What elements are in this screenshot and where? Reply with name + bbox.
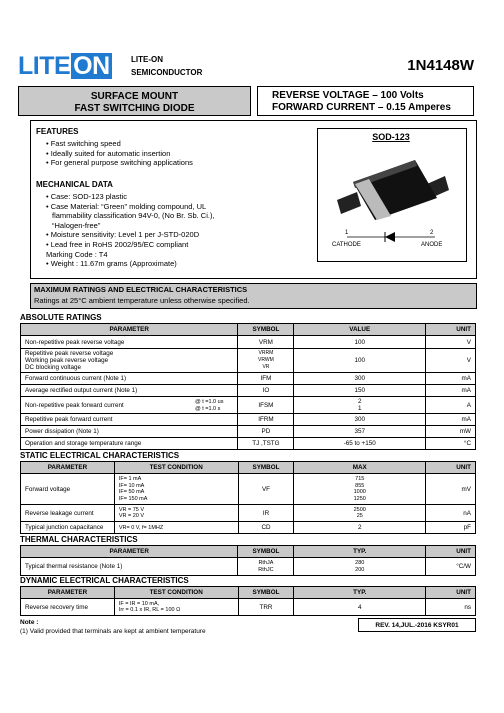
table-row bbox=[21, 599, 476, 616]
table-cell: mW bbox=[426, 426, 476, 438]
table-cell: RthJA RthJC bbox=[238, 558, 294, 576]
table-cell: TRR bbox=[238, 599, 294, 616]
mechanical-heading: MECHANICAL DATA bbox=[36, 180, 113, 189]
table-cell: mA bbox=[426, 385, 476, 397]
company-line2: SEMICONDUCTOR bbox=[131, 68, 203, 77]
title-left-box bbox=[18, 86, 251, 116]
revision-box: REV. 14,JUL.-2016 KSYR01 bbox=[358, 618, 476, 632]
table-row bbox=[21, 373, 476, 385]
table-cell: Power dissipation (Note 1) bbox=[21, 426, 238, 438]
table-header-cell: SYMBOL bbox=[238, 587, 294, 599]
note-section bbox=[20, 618, 206, 636]
thermal-table bbox=[20, 545, 476, 576]
table-cell: 280 200 bbox=[294, 558, 426, 576]
table-cell: TJ ,TSTG bbox=[238, 438, 294, 450]
feature-item: • For general purpose switching applications bbox=[46, 158, 193, 168]
table-row bbox=[21, 397, 476, 414]
company-line1: LITE-ON bbox=[131, 55, 163, 64]
table-row bbox=[21, 522, 476, 534]
diode-symbol bbox=[385, 232, 395, 242]
table-cell: VRRM VRWM VR bbox=[238, 349, 294, 373]
mechanical-item: • Weight : 11.67m grams (Approximate) bbox=[46, 259, 177, 269]
table-cell: °C/W bbox=[426, 558, 476, 576]
table-cell: 300 bbox=[294, 373, 426, 385]
table-cell: Operation and storage temperature range bbox=[21, 438, 238, 450]
table-cell: A bbox=[426, 397, 476, 414]
mechanical-item: • Moisture sensitivity: Level 1 per J-STD-020D bbox=[46, 230, 200, 240]
feature-item: • Ideally suited for automatic insertion bbox=[46, 148, 171, 158]
table-cell: PD bbox=[238, 426, 294, 438]
table-cell: 2500 25 bbox=[294, 505, 426, 522]
table-cell: VR = 75 V VR = 20 V bbox=[114, 505, 238, 522]
logo-text-on: ON bbox=[73, 52, 110, 80]
table-row bbox=[21, 414, 476, 426]
table-cell: V bbox=[426, 336, 476, 349]
features-list bbox=[46, 139, 193, 168]
table-row bbox=[21, 349, 476, 373]
feature-item: • Fast switching speed bbox=[46, 139, 121, 148]
table-cell: VR= 0 V, f= 1MHZ bbox=[114, 522, 238, 534]
max-ratings-title: MAXIMUM RATINGS AND ELECTRICAL CHARACTERISTICS bbox=[34, 285, 248, 294]
table-header-cell: UNIT bbox=[426, 587, 476, 599]
table-cell: IFRM bbox=[238, 414, 294, 426]
liteon-logo bbox=[18, 53, 112, 79]
title-right-line2: FORWARD CURRENT – 0.15 Amperes bbox=[272, 102, 451, 113]
table-header-cell: PARAMETER bbox=[21, 324, 238, 336]
table-cell: -65 to +150 bbox=[294, 438, 426, 450]
table-row bbox=[21, 438, 476, 450]
table-cell: IF= 1 mA IF= 10 mA IF= 50 mA IF= 150 mA bbox=[114, 474, 238, 505]
mechanical-item: Marking Code : T4 bbox=[46, 249, 108, 259]
table-header-cell: UNIT bbox=[426, 324, 476, 336]
table-header-row bbox=[21, 462, 476, 474]
table-cell: Repetitive peak forward current bbox=[21, 414, 238, 426]
table-header-cell: TYP. bbox=[294, 587, 426, 599]
table-cell: pF bbox=[426, 522, 476, 534]
features-heading: FEATURES bbox=[36, 127, 79, 136]
table-cell: Reverse leakage current bbox=[21, 505, 115, 522]
company-name bbox=[131, 53, 202, 79]
table-cell: Non-repetitive peak forward current @ t =1.0 us @ t =1.0 s bbox=[21, 397, 238, 414]
static-table bbox=[20, 461, 476, 534]
thermal-title: THERMAL CHARACTERISTICS bbox=[20, 535, 138, 544]
table-header-cell: PARAMETER bbox=[21, 587, 115, 599]
table-row bbox=[21, 426, 476, 438]
table-cell: 2 bbox=[294, 522, 426, 534]
table-cell: IR bbox=[238, 505, 294, 522]
table-header-cell: PARAMETER bbox=[21, 546, 238, 558]
static-title: STATIC ELECTRICAL CHARACTERISTICS bbox=[20, 451, 180, 460]
dynamic-title: DYNAMIC ELECTRICAL CHARACTERISTICS bbox=[20, 576, 189, 585]
table-cell: IF = IR = 10 mA, Irr = 0.1 x IR, RL = 100 Ω bbox=[114, 599, 238, 616]
package-name: SOD-123 bbox=[372, 132, 410, 142]
table-cell: 150 bbox=[294, 385, 426, 397]
table-cell: Average rectified output current (Note 1) bbox=[21, 385, 238, 397]
table-header-cell: TYP. bbox=[294, 546, 426, 558]
table-header-cell: VALUE bbox=[294, 324, 426, 336]
table-cell: 4 bbox=[294, 599, 426, 616]
dynamic-table bbox=[20, 586, 476, 616]
table-cell: Typical thermal resistance (Note 1) bbox=[21, 558, 238, 576]
pin2-label: 2 bbox=[430, 230, 434, 236]
table-header-cell: SYMBOL bbox=[238, 324, 294, 336]
table-cell: 100 bbox=[294, 336, 426, 349]
table-cell: 715 855 1000 1250 bbox=[294, 474, 426, 505]
table-cell: IFM bbox=[238, 373, 294, 385]
abs-ratings-table bbox=[20, 323, 476, 450]
table-cell: V bbox=[426, 349, 476, 373]
table-cell: Typical junction capacitance bbox=[21, 522, 115, 534]
table-cell: IFSM bbox=[238, 397, 294, 414]
title-left-line1: SURFACE MOUNT bbox=[90, 91, 179, 102]
table-header-cell: UNIT bbox=[426, 462, 476, 474]
mechanical-item: flammability classification 94V-0, (No Br. Sb. Ci.), bbox=[52, 211, 215, 221]
mechanical-item: • Lead free in RoHS 2002/95/EC compliant bbox=[46, 239, 189, 249]
part-number: 1N4148W bbox=[407, 57, 474, 74]
table-header-row bbox=[21, 546, 476, 558]
table-header-cell: TEST CONDITION bbox=[114, 462, 238, 474]
table-row bbox=[21, 558, 476, 576]
mechanical-item: • Case: SOD-123 plastic bbox=[46, 192, 128, 201]
mechanical-item: “Halogen-free” bbox=[52, 220, 101, 230]
table-cell: CD bbox=[238, 522, 294, 534]
table-cell: Non-repetitive peak reverse voltage bbox=[21, 336, 238, 349]
table-row bbox=[21, 505, 476, 522]
title-right-box bbox=[257, 86, 474, 116]
table-row bbox=[21, 385, 476, 397]
table-cell: °C bbox=[426, 438, 476, 450]
table-cell: mA bbox=[426, 414, 476, 426]
table-cell: nA bbox=[426, 505, 476, 522]
table-cell: 300 bbox=[294, 414, 426, 426]
table-header-cell: SYMBOL bbox=[238, 546, 294, 558]
table-cell: 2 1 bbox=[294, 397, 426, 414]
max-ratings-subtitle: Ratings at 25°C ambient temperature unless otherwise specified. bbox=[34, 296, 250, 305]
sod123-drawing bbox=[317, 146, 465, 256]
table-header-cell: UNIT bbox=[426, 546, 476, 558]
title-right-line1: REVERSE VOLTAGE – 100 Volts bbox=[272, 90, 424, 101]
logo-text-lite: LITE bbox=[18, 52, 71, 80]
table-header-cell: MAX bbox=[294, 462, 426, 474]
table-cell: 357 bbox=[294, 426, 426, 438]
mechanical-item: • Case Material: “Green” molding compound, UL bbox=[46, 201, 207, 211]
cathode-label: CATHODE bbox=[332, 242, 361, 248]
pin1-label: 1 bbox=[345, 230, 349, 236]
table-row bbox=[21, 336, 476, 349]
note-heading: Note : bbox=[20, 619, 39, 626]
table-cell: mA bbox=[426, 373, 476, 385]
table-cell: VRM bbox=[238, 336, 294, 349]
title-left-line2: FAST SWITCHING DIODE bbox=[74, 103, 195, 114]
table-header-cell: SYMBOL bbox=[238, 462, 294, 474]
package-left-lead bbox=[337, 192, 361, 214]
anode-label: ANODE bbox=[421, 242, 443, 248]
table-header-row bbox=[21, 587, 476, 599]
table-cell: Repetitive peak reverse voltage Working peak reverse voltage DC blocking voltage bbox=[21, 349, 238, 373]
abs-title: ABSOLUTE RATINGS bbox=[20, 313, 102, 322]
table-cell: VF bbox=[238, 474, 294, 505]
table-cell: 100 bbox=[294, 349, 426, 373]
table-header-cell: PARAMETER bbox=[21, 462, 115, 474]
table-header-row bbox=[21, 324, 476, 336]
table-cell: Forward voltage bbox=[21, 474, 115, 505]
table-cell: Forward continuous current (Note 1) bbox=[21, 373, 238, 385]
table-cell: mV bbox=[426, 474, 476, 505]
table-cell: IO bbox=[238, 385, 294, 397]
table-header-cell: TEST CONDITION bbox=[114, 587, 238, 599]
table-cell: ns bbox=[426, 599, 476, 616]
mechanical-list bbox=[46, 192, 215, 269]
table-cell: Reverse recovery time bbox=[21, 599, 115, 616]
note-text: (1) Valid provided that terminals are kept at ambient temperature bbox=[20, 628, 206, 635]
table-row bbox=[21, 474, 476, 505]
